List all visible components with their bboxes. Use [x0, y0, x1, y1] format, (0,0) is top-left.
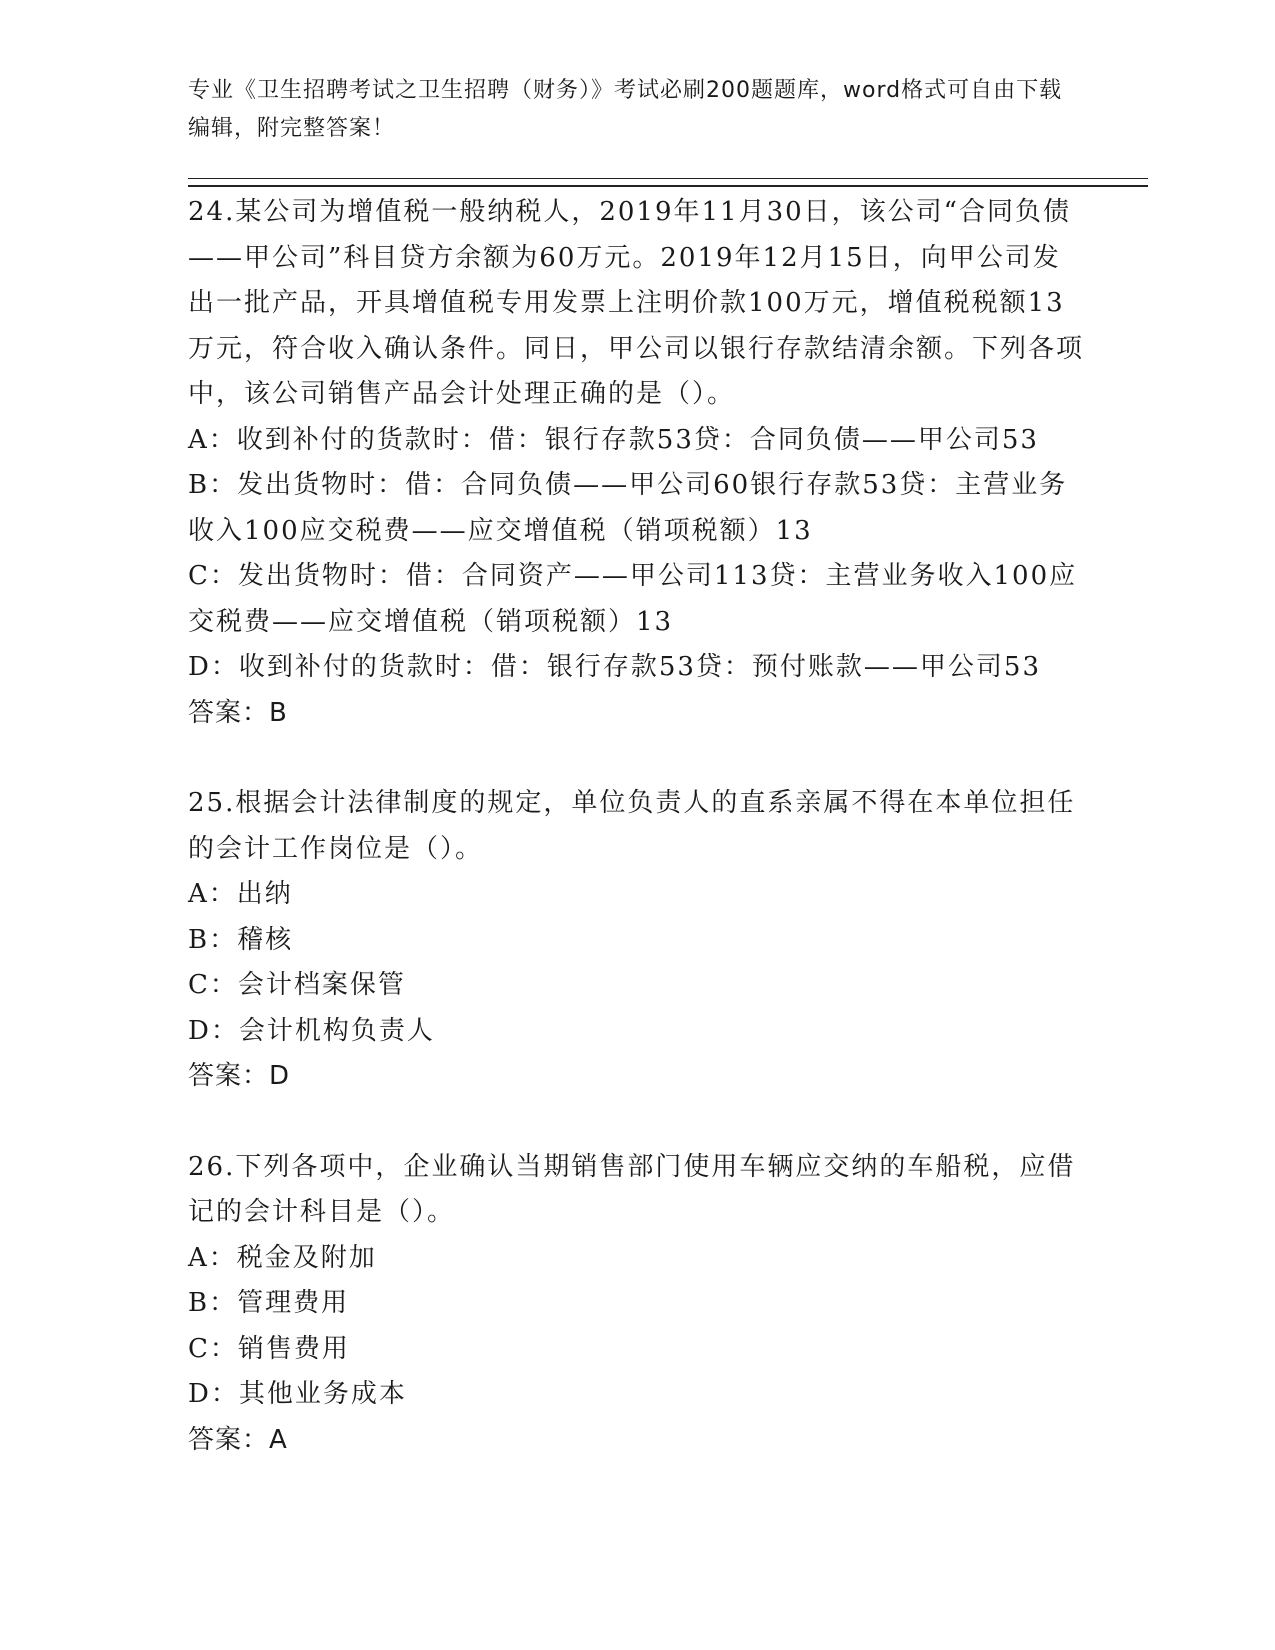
answer-line [188, 1418, 1088, 1464]
option-c: C：发出货物时：借：合同资产——甲公司113贷：主营业务收入100应交税费——应交增值税（销项税额）13 [188, 561, 1078, 637]
answer-value: D [269, 1061, 291, 1091]
document-header: 专业《卫生招聘考试之卫生招聘（财务）》考试必刷200题题库，word格式可自由下载编辑，附完整答案！ [188, 78, 1063, 141]
question-24 [188, 190, 1088, 736]
question-list [188, 190, 1088, 1508]
option-a: A：出纳 [188, 879, 293, 909]
option-b: B：稽核 [188, 924, 294, 955]
answer-label: 答案： [188, 1424, 270, 1455]
option-a: A：收到补付的货款时：借：银行存款53贷：合同负债——甲公司53 [188, 424, 1039, 455]
question-text: 25.根据会计法律制度的规定，单位负责人的直系亲属不得在本单位担任的会计工作岗位是（）。 [188, 788, 1076, 864]
option-a: A：税金及附加 [188, 1242, 377, 1273]
question-26 [188, 1145, 1088, 1464]
question-text: 24.某公司为增值税一般纳税人，2019年11月30日，该公司“合同负债——甲公司”科目贷方余额为60万元。2019年12月15日，向甲公司发出一批产品，开具增值税专用发票上注明价款100万元，增值税税额13万元，符合收入确认条件。同日，甲公司以银行存款结清余额。下列各项中，该公司销售产品会计处理正确的是（）。 [188, 197, 1085, 409]
option-c: C：销售费用 [188, 1333, 350, 1364]
header-divider-thin [188, 178, 1148, 179]
answer-line [188, 691, 1088, 737]
option-b: B：发出货物时：借：合同负债——甲公司60银行存款53贷：主营业务收入100应交税费——应交增值税（销项税额）13 [188, 470, 1068, 546]
question-text: 26.下列各项中，企业确认当期销售部门使用车辆应交纳的车船税，应借记的会计科目是（）。 [188, 1151, 1076, 1227]
answer-value: A [269, 1424, 288, 1455]
header-divider-thick [188, 185, 1148, 187]
answer-value: B [269, 697, 288, 728]
option-d: D：收到补付的货款时：借：银行存款53贷：预付账款——甲公司53 [188, 652, 1042, 682]
question-25 [188, 781, 1088, 1100]
option-c: C：会计档案保管 [188, 970, 406, 1000]
answer-label: 答案： [188, 1061, 270, 1091]
option-d: D：会计机构负责人 [188, 1015, 435, 1046]
answer-line [188, 1054, 1088, 1100]
answer-label: 答案： [188, 697, 270, 728]
option-d: D：其他业务成本 [188, 1379, 407, 1409]
option-b: B：管理费用 [188, 1288, 350, 1318]
